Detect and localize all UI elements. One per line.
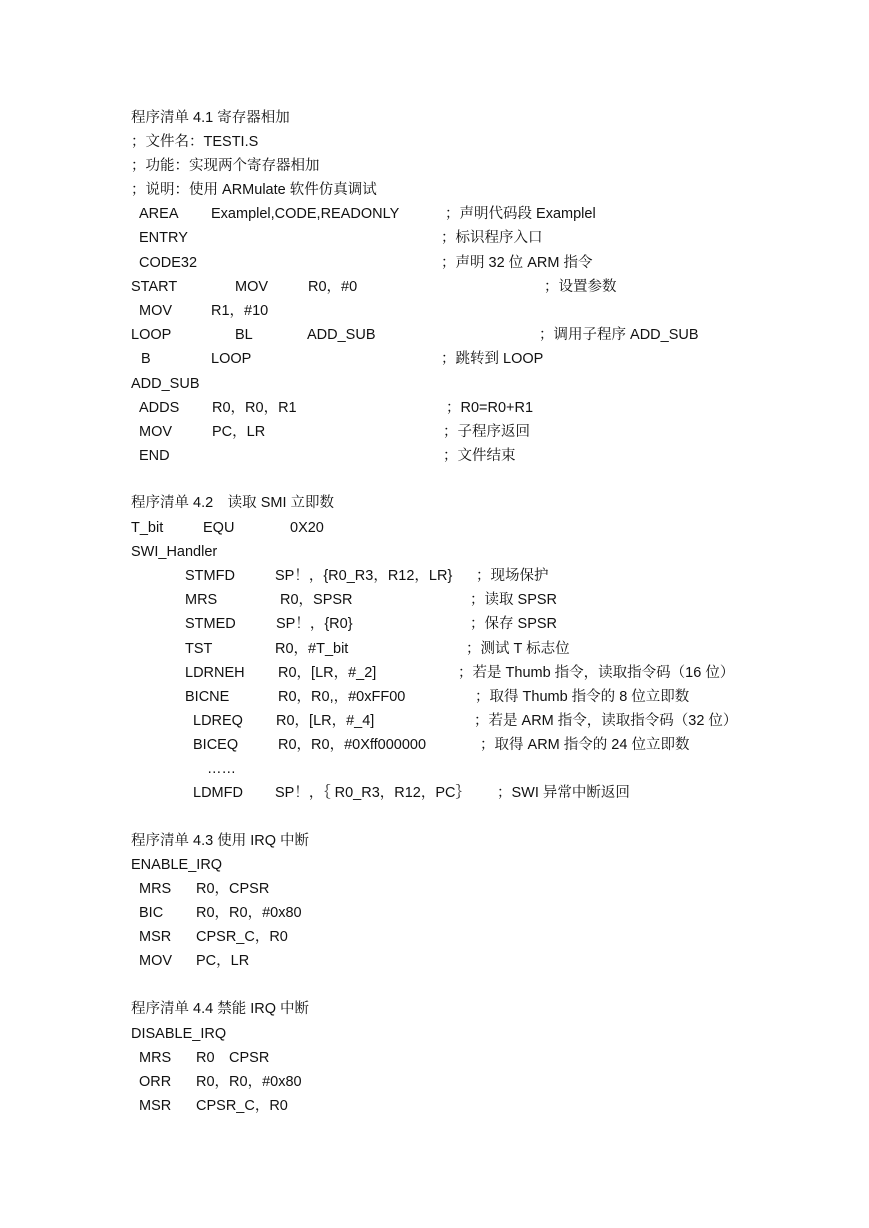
listing-title: 程序清单 4.4 禁能 IRQ 中断	[131, 1001, 310, 1017]
code-operands: R0 CPSR	[196, 1050, 270, 1066]
code-operands: R0，R0，#0x80	[196, 905, 302, 921]
code-opcode: BICEQ	[193, 737, 239, 753]
code-operands: R0，SPSR	[280, 592, 353, 608]
code-comment: ；声明 32 位 ARM 指令	[441, 255, 593, 271]
code-label: ENABLE_IRQ	[131, 857, 223, 873]
code-operands: R0，[LR，#_4]	[276, 713, 375, 729]
code-operands: PC，LR	[212, 424, 266, 440]
code-operands: R0，R0，#0x80	[196, 1074, 302, 1090]
code-operands: ADD_SUB	[307, 327, 376, 343]
code-opcode: TST	[185, 641, 213, 657]
code-opcode: MRS	[139, 1050, 172, 1066]
code-opcode: EQU	[203, 520, 235, 536]
code-operands: R0，CPSR	[196, 881, 270, 897]
code-comment: ；文件名：TESTI.S	[131, 134, 259, 150]
code-operands: Examplel,CODE,READONLY	[211, 206, 400, 222]
code-keyword: ENTRY	[139, 230, 188, 246]
code-opcode: BIC	[139, 905, 164, 921]
code-comment: ；R0=R0+R1	[446, 400, 534, 416]
code-opcode: LDMFD	[193, 785, 243, 801]
code-operands: R0，#0	[308, 279, 358, 295]
code-opcode: END	[139, 448, 170, 464]
code-operands: R0，R0，R1	[212, 400, 297, 416]
code-operands: 0X20	[290, 520, 324, 536]
code-opcode: MOV	[139, 424, 173, 440]
code-opcode: BICNE	[185, 689, 230, 705]
code-comment: ；设置参数	[544, 279, 617, 295]
code-operands: CPSR_C，R0	[196, 929, 288, 945]
code-comment: ；取得 Thumb 指令的 8 位立即数	[475, 689, 690, 705]
code-label: ADD_SUB	[131, 376, 200, 392]
code-opcode: MOV	[235, 279, 269, 295]
code-opcode: B	[141, 351, 151, 367]
code-operands: R0，R0，#0Xff000000	[278, 737, 427, 753]
code-comment: ；文件结束	[443, 448, 516, 464]
code-operands: SP！，{R0_R3，R12，LR}	[275, 568, 453, 584]
code-operands: SP！，{R0}	[276, 616, 353, 632]
code-comment: ；跳转到 LOOP	[441, 351, 544, 367]
code-opcode: MRS	[185, 592, 218, 608]
code-opcode: ADDS	[139, 400, 180, 416]
code-comment: ；功能：实现两个寄存器相加	[131, 158, 320, 174]
code-ellipsis: ……	[207, 761, 236, 777]
code-operands: CPSR_C，R0	[196, 1098, 288, 1114]
code-opcode: STMED	[185, 616, 236, 632]
code-keyword: AREA	[139, 206, 179, 222]
code-label: T_bit	[131, 520, 164, 536]
code-opcode: MSR	[139, 1098, 172, 1114]
code-comment: ；SWI 异常中断返回	[497, 785, 630, 801]
code-comment: ；保存 SPSR	[470, 616, 558, 632]
code-opcode: ORR	[139, 1074, 172, 1090]
code-operands: LOOP	[211, 351, 252, 367]
code-opcode: LDRNEH	[185, 665, 245, 681]
code-comment: ；子程序返回	[443, 424, 530, 440]
code-label: LOOP	[131, 327, 172, 343]
code-opcode: MSR	[139, 929, 172, 945]
code-operands: R0，R0,，#0xFF00	[278, 689, 406, 705]
listing-title: 程序清单 4.1 寄存器相加	[131, 110, 290, 126]
code-comment: ；若是 Thumb 指令，读取指令码（16 位）	[458, 665, 735, 681]
code-operands: SP！，｛ R0_R3，R12，PC｝	[275, 785, 470, 801]
code-comment: ；声明代码段 Examplel	[445, 206, 596, 222]
code-comment: ；标识程序入口	[441, 230, 543, 246]
code-opcode: MRS	[139, 881, 172, 897]
code-keyword: CODE32	[139, 255, 198, 271]
code-comment: ；测试 T 标志位	[466, 641, 570, 657]
code-comment: ；调用子程序 ADD_SUB	[539, 327, 699, 343]
code-label: SWI_Handler	[131, 544, 218, 560]
code-label: DISABLE_IRQ	[131, 1026, 227, 1042]
code-operands: R0，#T_bit	[275, 641, 349, 657]
code-comment: ；取得 ARM 指令的 24 位立即数	[480, 737, 690, 753]
code-opcode: MOV	[139, 303, 173, 319]
code-comment: ；若是 ARM 指令，读取指令码（32 位）	[474, 713, 738, 729]
code-comment: ；读取 SPSR	[470, 592, 558, 608]
code-comment: ；说明：使用 ARMulate 软件仿真调试	[131, 182, 377, 198]
code-operands: R1，#10	[211, 303, 269, 319]
code-label: START	[131, 279, 178, 295]
code-operands: R0，[LR，#_2]	[278, 665, 377, 681]
listing-title: 程序清单 4.3 使用 IRQ 中断	[131, 833, 310, 849]
code-opcode: LDREQ	[193, 713, 243, 729]
code-operands: PC，LR	[196, 953, 250, 969]
code-opcode: BL	[235, 327, 253, 343]
code-opcode: MOV	[139, 953, 173, 969]
code-comment: ；现场保护	[476, 568, 549, 584]
code-opcode: STMFD	[185, 568, 235, 584]
listing-title: 程序清单 4.2 读取 SMI 立即数	[131, 495, 335, 511]
